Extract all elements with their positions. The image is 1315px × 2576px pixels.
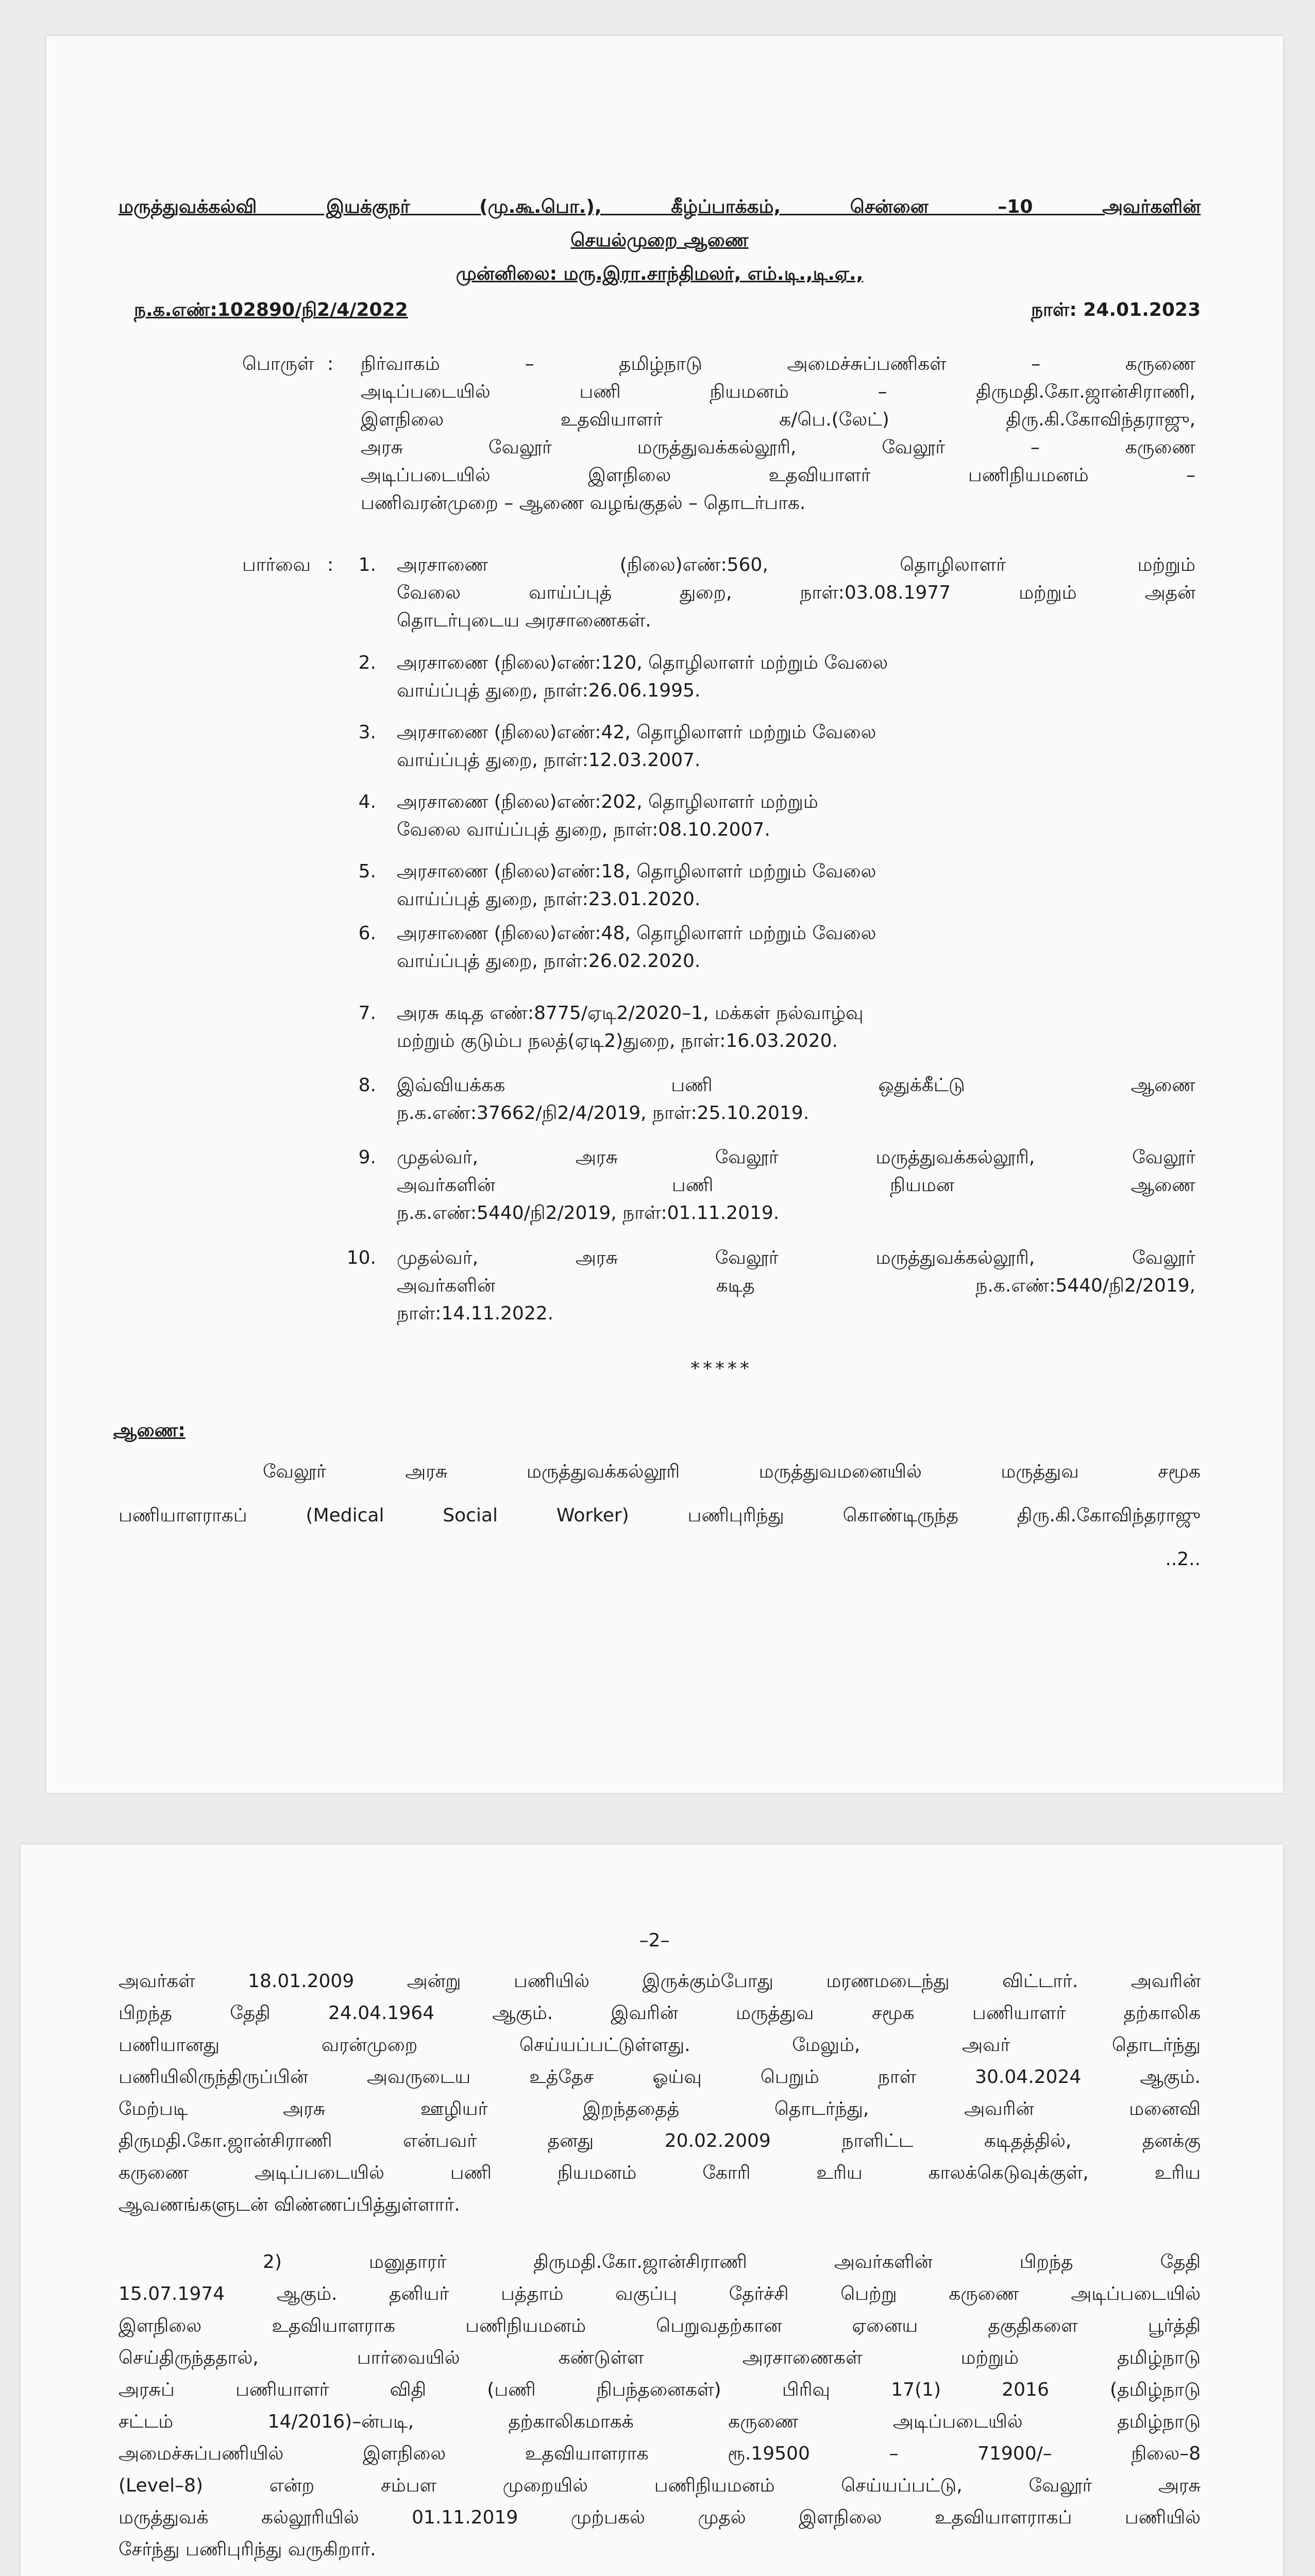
- paragraph-line: அவர்கள் 18.01.2009 அன்று பணியில் இருக்கும்போது மரணமடைந்து விட்டார். அவரின்: [119, 1971, 1201, 1992]
- paragraph-line: செய்திருந்ததால், பார்வையில் கண்டுள்ள அரசாணைகள் மற்றும் தமிழ்நாடு: [119, 2347, 1201, 2368]
- reference-item-number: 2.: [358, 652, 376, 673]
- paragraph-line: (Level–8) என்ற சம்பள முறையில் பணிநியமனம் செய்யப்பட்டு, வேலூர் அரசு: [119, 2475, 1201, 2496]
- reference-item-line: ந.க.எண்:5440/நி2/2019, நாள்:01.11.2019.: [397, 1202, 780, 1224]
- paragraph-line: திருமதி.கோ.ஜான்சிராணி என்பவர் தனது 20.02.2009 நாளிட்ட கடிதத்தில், தனக்கு: [119, 2130, 1201, 2151]
- subject-label: பொருள்: [242, 353, 314, 375]
- reference-item-line: அரசாணை (நிலை)எண்:48, தொழிலாளர் மற்றும் வேலை: [397, 923, 876, 944]
- paragraph-line: பணியானது வரன்முறை செய்யப்பட்டுள்ளது. மேலும், அவர் தொடர்ந்து: [119, 2035, 1201, 2056]
- header-line-1: மருத்துவக்கல்வி இயக்குநர் (மு.கூ.பொ.), கீழ்ப்பாக்கம், சென்னை –10 அவர்களின்: [119, 196, 1201, 217]
- reference-item-number: 5.: [358, 861, 376, 882]
- reference-item-line: அரசாணை (நிலை)எண்:18, தொழிலாளர் மற்றும் வேலை: [397, 861, 876, 882]
- reference-item: [397, 788, 1195, 844]
- reference-item-line: வாய்ப்புத் துறை, நாள்:12.03.2007.: [397, 750, 701, 771]
- paragraph-line: சேர்ந்து பணிபுரிந்து வருகிறார்.: [119, 2539, 376, 2560]
- reference-item-line: முதல்வர், அரசு வேலூர் மருத்துவக்கல்லூரி, வேலூர்: [397, 1247, 1195, 1268]
- order-heading: ஆணை:: [113, 1420, 186, 1441]
- reference-item-line: தொடர்புடைய அரசாணைகள்.: [397, 610, 651, 631]
- reference-item-number: 3.: [358, 722, 376, 743]
- order-date: நாள்: 24.01.2023: [1031, 299, 1201, 320]
- page-2: [21, 1844, 1283, 2576]
- page-number: –2–: [639, 1930, 670, 1951]
- order-paragraph-line: வேலூர் அரசு மருத்துவக்கல்லூரி மருத்துவமனையில் மருத்துவ சமூக: [263, 1461, 1201, 1482]
- reference-item-line: நாள்:14.11.2022.: [397, 1303, 554, 1324]
- reference-item: [397, 1244, 1195, 1328]
- reference-item: [397, 649, 1195, 705]
- paragraph-line: மருத்துவக் கல்லூரியில் 01.11.2019 முற்பகல் முதல் இளநிலை உதவியாளராகப் பணியில்: [119, 2507, 1201, 2528]
- section-separator-stars: *****: [690, 1358, 752, 1379]
- reference-item-number: 10.: [346, 1247, 376, 1268]
- subject-line: நிர்வாகம் – தமிழ்நாடு அமைச்சுப்பணிகள் – கருணை: [361, 353, 1195, 375]
- reference-item-line: வாய்ப்புத் துறை, நாள்:23.01.2020.: [397, 889, 701, 910]
- reference-number: ந.க.எண்:102890/நி2/4/2022: [134, 299, 408, 320]
- paragraph-line: 15.07.1974 ஆகும். தனியர் பத்தாம் வகுப்பு தேர்ச்சி பெற்று கருணை அடிப்படையில்: [119, 2283, 1201, 2304]
- reference-item: [397, 1072, 1195, 1127]
- reference-item-line: அரசாணை (நிலை)எண்:202, தொழிலாளர் மற்றும்: [397, 791, 818, 812]
- order-paragraph-line: பணியாளராகப் (Medical Social Worker) பணிபுரிந்து கொண்டிருந்த திரு.கி.கோவிந்தராஜு: [119, 1505, 1201, 1526]
- subject-line: அடிப்படையில் இளநிலை உதவியாளர் பணிநியமனம் –: [361, 465, 1195, 486]
- continued-marker: ..2..: [1165, 1549, 1201, 1570]
- subject-line: அடிப்படையில் பணி நியமனம் – திருமதி.கோ.ஜான்சிராணி,: [361, 381, 1195, 402]
- reference-item: [397, 551, 1195, 635]
- paragraph-2-first-line: 2) மனுதாரர் திருமதி.கோ.ஜான்சிராணி அவர்களின் பிறந்த தேதி: [263, 2251, 1201, 2273]
- reference-item-line: வேலை வாய்ப்புத் துறை, நாள்:03.08.1977 மற்றும் அதன்: [397, 582, 1195, 603]
- reference-item-number: 9.: [358, 1147, 376, 1168]
- paragraph-line: பிறந்த தேதி 24.04.1964 ஆகும். இவரின் மருத்துவ சமூக பணியாளர் தற்காலிக: [119, 2003, 1201, 2024]
- reference-item: [397, 719, 1195, 774]
- paragraph-line: மேற்படி அரசு ஊழியர் இறந்ததைத் தொடர்ந்து, அவரின் மனைவி: [119, 2098, 1201, 2120]
- reference-item-line: ந.க.எண்:37662/நி2/4/2019, நாள்:25.10.2019.: [397, 1103, 810, 1124]
- reference-item-line: அரசாணை (நிலை)எண்:42, தொழிலாளர் மற்றும் வேலை: [397, 722, 876, 743]
- reference-item-number: 4.: [358, 791, 376, 812]
- reference-item-number: 1.: [358, 554, 376, 575]
- reference-item-line: மற்றும் குடும்ப நலத்(ஏடி2)துறை, நாள்:16.03.2020.: [397, 1030, 838, 1052]
- reference-item-line: அவர்களின் கடித ந.க.எண்:5440/நி2/2019,: [397, 1275, 1195, 1296]
- reference-item: [397, 920, 1195, 975]
- reference-item-line: வாய்ப்புத் துறை, நாள்:26.06.1995.: [397, 680, 701, 701]
- reference-item-line: அரசு கடித எண்:8775/ஏடி2/2020–1, மக்கள் நல்வாழ்வு: [397, 1003, 864, 1024]
- paragraph-line: கருணை அடிப்படையில் பணி நியமனம் கோரி உரிய காலக்கெடுவுக்குள், உரிய: [119, 2162, 1201, 2183]
- reference-colon: :: [327, 554, 334, 575]
- paragraph-line: ஆவணங்களுடன் விண்ணப்பித்துள்ளார்.: [119, 2194, 460, 2215]
- subject-line: இளநிலை உதவியாளர் க/பெ.(லேட்) திரு.கி.கோவிந்தராஜு,: [361, 409, 1195, 430]
- reference-item: [397, 1144, 1195, 1227]
- paragraph-line: சட்டம் 14/2016)–ன்படி, தற்காலிகமாகக் கருணை அடிப்படையில் தமிழ்நாடு: [119, 2411, 1201, 2432]
- reference-item-number: 6.: [358, 923, 376, 944]
- header-line-3: முன்னிலை: மரு.இரா.சாந்திமலர், எம்.டி.,டி.ஏ.,: [456, 263, 864, 284]
- reference-item-line: முதல்வர், அரசு வேலூர் மருத்துவக்கல்லூரி, வேலூர்: [397, 1147, 1195, 1168]
- reference-item-line: அரசாணை (நிலை)எண்:120, தொழிலாளர் மற்றும் வேலை: [397, 652, 888, 673]
- paragraph-1: [119, 1965, 1201, 2221]
- paragraph-2: [119, 2278, 1201, 2566]
- paragraph-line: பணியிலிருந்திருப்பின் அவருடைய உத்தேச ஓய்வு பெறும் நாள் 30.04.2024 ஆகும்.: [119, 2066, 1201, 2088]
- reference-item-line: வாய்ப்புத் துறை, நாள்:26.02.2020.: [397, 951, 701, 972]
- page-1: [46, 36, 1283, 1793]
- reference-item-line: வேலை வாய்ப்புத் துறை, நாள்:08.10.2007.: [397, 819, 770, 840]
- reference-item: [397, 999, 1195, 1055]
- header-line-2: செயல்முறை ஆணை: [570, 230, 749, 251]
- reference-item-number: 8.: [358, 1075, 376, 1096]
- reference-label: பார்வை: [242, 554, 311, 575]
- subject-colon: :: [327, 353, 334, 375]
- reference-item-number: 7.: [358, 1003, 376, 1024]
- reference-item: [397, 858, 1195, 913]
- paragraph-line: இளநிலை உதவியாளராக பணிநியமனம் பெறுவதற்கான ஏனைய தகுதிகளை பூர்த்தி: [119, 2315, 1201, 2336]
- subject-line: அரசு வேலூர் மருத்துவக்கல்லூரி, வேலூர் – கருணை: [361, 437, 1195, 458]
- paragraph-line: அரசுப் பணியாளர் விதி (பணி நிபந்தனைகள்) பிரிவு 17(1) 2016 (தமிழ்நாடு: [119, 2379, 1201, 2400]
- reference-item-line: அரசாணை (நிலை)எண்:560, தொழிலாளர் மற்றும்: [397, 554, 1195, 575]
- subject-line: பணிவரன்முறை – ஆணை வழங்குதல் – தொடர்பாக.: [361, 493, 806, 514]
- paragraph-line: அமைச்சுப்பணியில் இளநிலை உதவியாளராக ரூ.19500 – 71900/– நிலை–8: [119, 2443, 1201, 2464]
- subject-text: [361, 350, 1195, 517]
- reference-item-line: இவ்வியக்கக பணி ஒதுக்கீட்டு ஆணை: [397, 1075, 1195, 1096]
- reference-item-line: அவர்களின் பணி நியமன ஆணை: [397, 1175, 1195, 1196]
